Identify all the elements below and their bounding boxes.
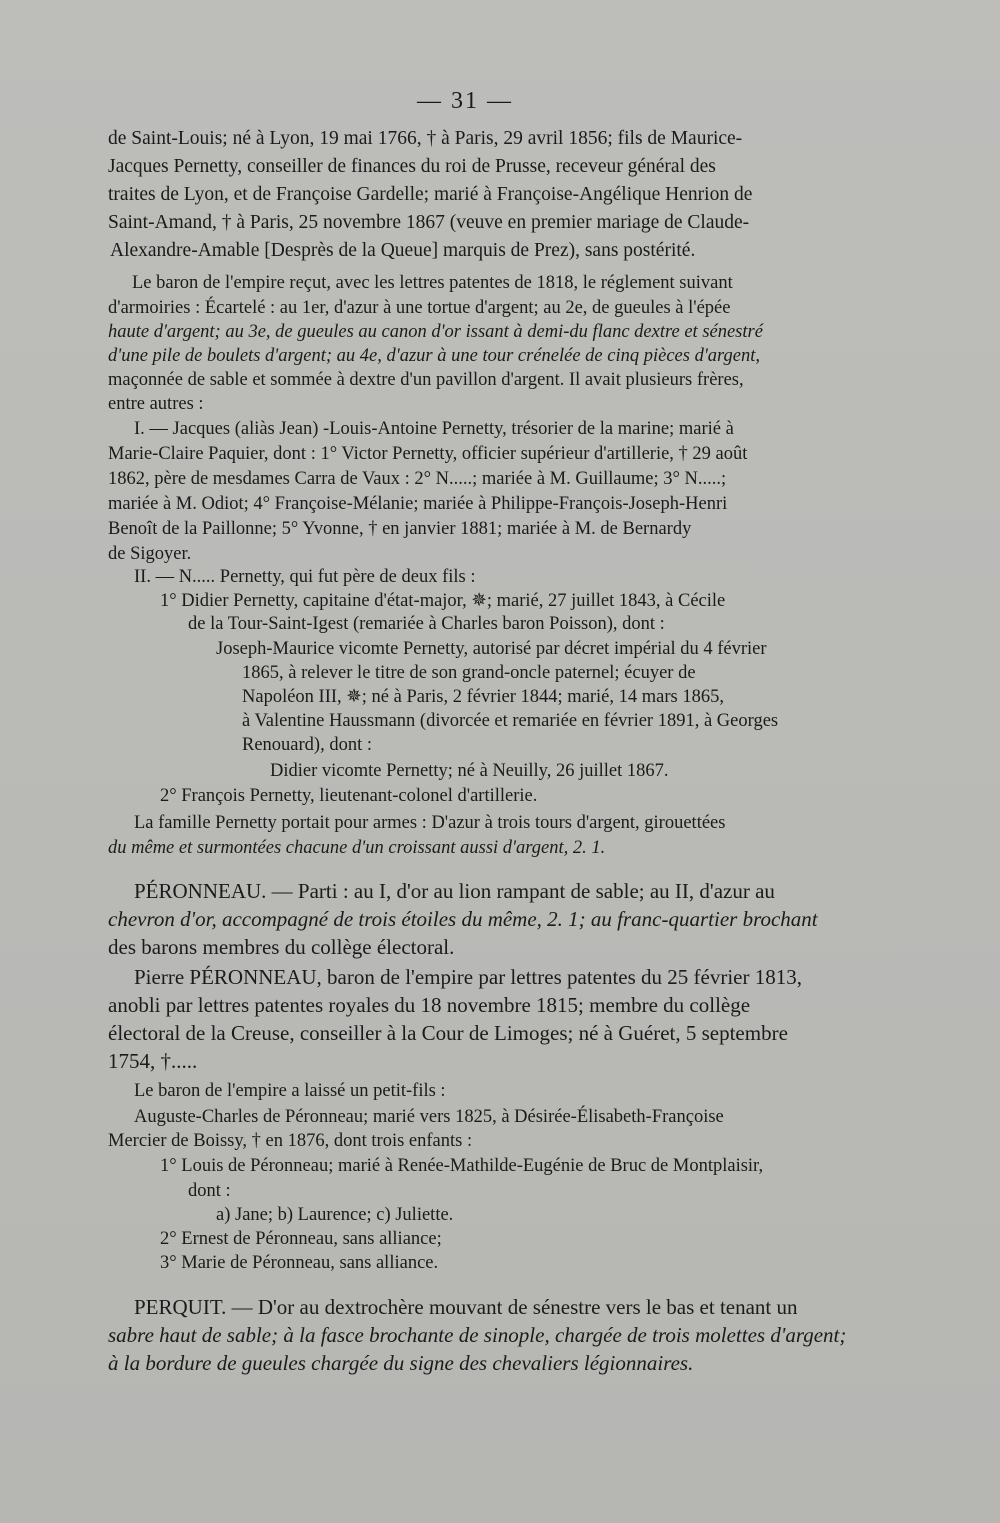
- text-line: Marie-Claire Paquier, dont : 1° Victor Pernetty, officier supérieur d'artillerie, † 29 août: [108, 444, 748, 464]
- text-line: Auguste-Charles de Péronneau; marié vers 1825, à Désirée-Élisabeth-Françoise: [134, 1107, 724, 1127]
- text-line: dont :: [188, 1181, 231, 1201]
- text-line: mariée à M. Odiot; 4° Françoise-Mélanie; mariée à Philippe-François-Joseph-Henri: [108, 494, 728, 514]
- text-line: Didier vicomte Pernetty; né à Neuilly, 26 juillet 1867.: [270, 761, 669, 781]
- text-line: 2° François Pernetty, lieutenant-colonel d'artillerie.: [160, 786, 538, 806]
- text-line: électoral de la Creuse, conseiller à la Cour de Limoges; né à Guéret, 5 septembre: [108, 1021, 788, 1045]
- text-line: Le baron de l'empire a laissé un petit-fils :: [134, 1081, 446, 1101]
- text-line: 3° Marie de Péronneau, sans alliance.: [160, 1253, 439, 1273]
- text-line: Joseph-Maurice vicomte Pernetty, autorisé par décret impérial du 4 février: [216, 639, 767, 659]
- text-line: anobli par lettres patentes royales du 18 novembre 1815; membre du collège: [108, 993, 751, 1017]
- text-line: Le baron de l'empire reçut, avec les lettres patentes de 1818, le réglement suivant: [132, 273, 733, 293]
- text-line: de Sigoyer.: [108, 544, 192, 564]
- text-line: I. — Jacques (aliàs Jean) -Louis-Antoine Pernetty, trésorier de la marine; marié à: [134, 419, 734, 439]
- text-line: 1865, à relever le titre de son grand-oncle paternel; écuyer de: [242, 663, 696, 683]
- text-line: traites de Lyon, et de Françoise Gardelle; marié à Françoise-Angélique Henrion de: [108, 184, 753, 205]
- text-line: sabre haut de sable; à la fasce brochante de sinople, chargée de trois molettes d'argent;: [108, 1323, 847, 1347]
- text-line: haute d'argent; au 3e, de gueules au canon d'or issant à demi-du flanc dextre et sénestré: [108, 322, 763, 342]
- text-line: Pierre PÉRONNEAU, baron de l'empire par lettres patentes du 25 février 1813,: [134, 965, 803, 989]
- text-line: 1862, père de mesdames Carra de Vaux : 2° N.....; mariée à M. Guillaume; 3° N.....;: [108, 469, 727, 489]
- entry-heading-peronneau: PÉRONNEAU. — Parti : au I, d'or au lion rampant de sable; au II, d'azur au: [134, 879, 775, 903]
- text-line: Renouard), dont :: [242, 735, 372, 755]
- page-number: — 31 —: [417, 88, 513, 114]
- text-line: Napoléon III, ✵; né à Paris, 2 février 1844; marié, 14 mars 1865,: [242, 687, 724, 707]
- text-line: entre autres :: [108, 394, 204, 414]
- text-line: de la Tour-Saint-Igest (remariée à Charles baron Poisson), dont :: [188, 614, 665, 634]
- text-line: des barons membres du collège électoral.: [108, 935, 455, 959]
- text-line: Alexandre-Amable [Desprès de la Queue] marquis de Prez), sans postérité.: [110, 240, 696, 261]
- text-line: 2° Ernest de Péronneau, sans alliance;: [160, 1229, 442, 1249]
- text-line: a) Jane; b) Laurence; c) Juliette.: [216, 1205, 454, 1225]
- text-line: II. — N..... Pernetty, qui fut père de deux fils :: [134, 567, 476, 587]
- text-line: d'une pile de boulets d'argent; au 4e, d'azur à une tour crénelée de cinq pièces d'argent,: [108, 346, 761, 366]
- text-line: Mercier de Boissy, † en 1876, dont trois enfants :: [108, 1131, 473, 1151]
- text-line: Jacques Pernetty, conseiller de finances du roi de Prusse, receveur général des: [108, 156, 716, 177]
- text-line: à Valentine Haussmann (divorcée et remariée en février 1891, à Georges: [242, 711, 779, 731]
- text-line: à la bordure de gueules chargée du signe des chevaliers légionnaires.: [108, 1351, 694, 1375]
- text-line: chevron d'or, accompagné de trois étoiles du même, 2. 1; au franc-quartier brochant: [108, 907, 818, 931]
- text-line: 1° Louis de Péronneau; marié à Renée-Mathilde-Eugénie de Bruc de Montplaisir,: [160, 1156, 764, 1176]
- text-line: maçonnée de sable et sommée à dextre d'un pavillon d'argent. Il avait plusieurs frères,: [108, 370, 744, 390]
- text-line: 1° Didier Pernetty, capitaine d'état-major, ✵; marié, 27 juillet 1843, à Cécile: [160, 591, 726, 611]
- text-line: 1754, †.....: [108, 1049, 198, 1073]
- entry-heading-perquit: PERQUIT. — D'or au dextrochère mouvant de sénestre vers le bas et tenant un: [134, 1295, 798, 1319]
- text-line: La famille Pernetty portait pour armes : D'azur à trois tours d'argent, girouettées: [134, 813, 726, 833]
- text-line: d'armoiries : Écartelé : au 1er, d'azur à une tortue d'argent; au 2e, de gueules à l'épée: [108, 298, 731, 318]
- text-line: du même et surmontées chacune d'un croissant aussi d'argent, 2. 1.: [108, 838, 606, 858]
- text-line: de Saint-Louis; né à Lyon, 19 mai 1766, † à Paris, 29 avril 1856; fils de Maurice-: [108, 128, 743, 149]
- text-line: Benoît de la Paillonne; 5° Yvonne, † en janvier 1881; mariée à M. de Bernardy: [108, 519, 692, 539]
- text-line: Saint-Amand, † à Paris, 25 novembre 1867 (veuve en premier mariage de Claude-: [108, 212, 750, 233]
